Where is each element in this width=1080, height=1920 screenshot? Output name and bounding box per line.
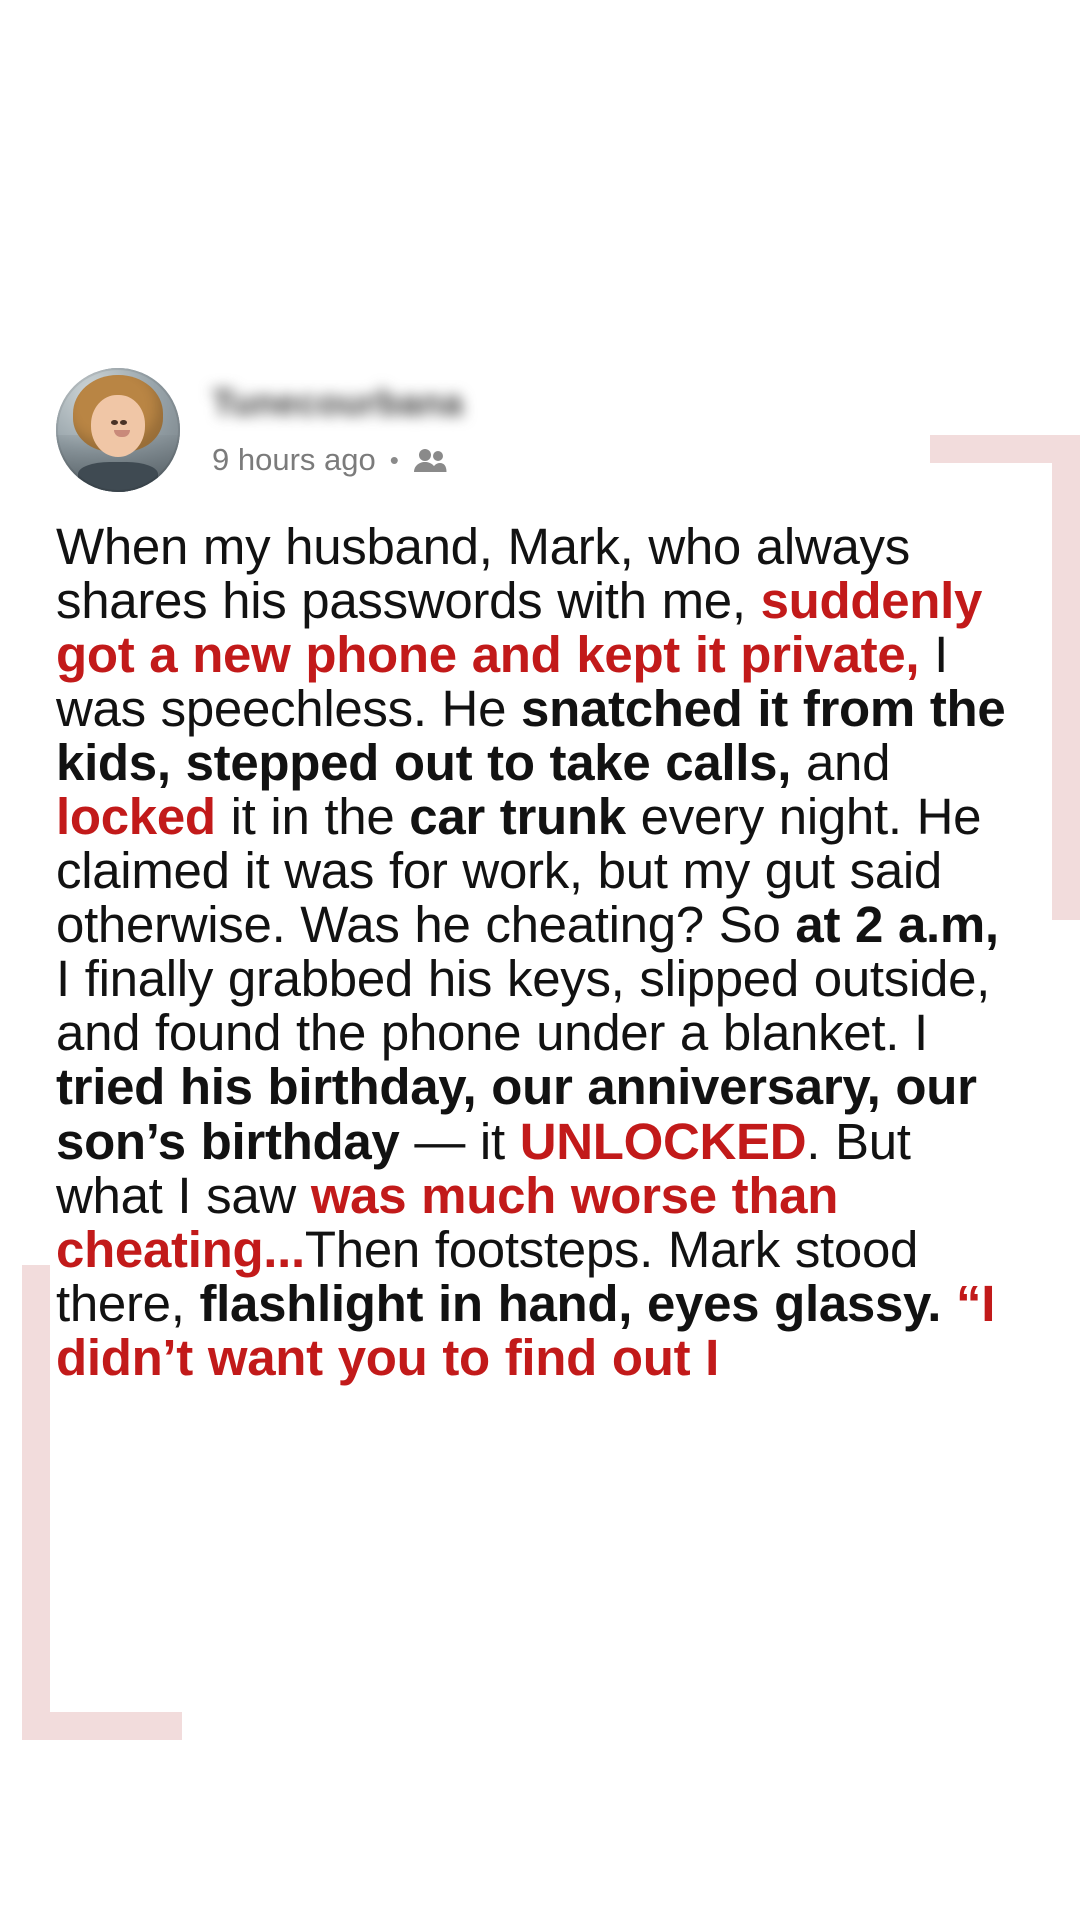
post-body-text — [56, 520, 1016, 1385]
post-text-segment-2: I was speechless. He — [56, 626, 949, 738]
friends-icon[interactable] — [413, 447, 447, 473]
post-author-name[interactable]: Tunecourbana — [212, 382, 464, 423]
post-header — [56, 368, 463, 492]
post-text-segment-13: UNLOCKED — [519, 1112, 807, 1170]
post-text-segment-5: locked — [56, 788, 216, 846]
post-text-segment-11: tried his birthday, our anniversary, our son’s birthday — [56, 1058, 977, 1170]
post-text-segment-6: it in the — [215, 788, 410, 846]
post-text-segment-0: When my husband, Mark, who always shares his passwords with me, — [56, 518, 910, 630]
post-text-segment-7: car trunk — [409, 788, 626, 846]
post-text-segment-4: and — [791, 734, 891, 792]
avatar[interactable] — [56, 368, 180, 492]
post-text-segment-1: suddenly got a new phone and kept it private, — [56, 572, 983, 684]
meta-separator: • — [389, 444, 399, 475]
post-text-segment-14: . But what I saw — [56, 1112, 911, 1224]
post-text-segment-15: was much worse than cheating... — [56, 1166, 839, 1278]
post-text-segment-17: flashlight in hand, eyes glassy. — [199, 1274, 942, 1332]
post-text-segment-18: “I didn’t want you to find out I — [56, 1274, 996, 1386]
post-text-segment-3: snatched it from the kids, stepped out to take calls, — [56, 680, 1006, 792]
post-text-segment-10: I finally grabbed his keys, slipped outside, and found the phone under a blanket. I — [56, 950, 991, 1062]
post-timestamp[interactable]: 9 hours ago — [212, 442, 376, 477]
post-text-segment-12: — it — [399, 1112, 520, 1170]
post-text-segment-8: every night. He claimed it was for work, but my gut said otherwise. Was he cheating? So — [56, 788, 982, 954]
post-text-segment-9: at 2 a.m, — [795, 896, 999, 954]
post-text-segment-16: Then footsteps. Mark stood there, — [56, 1220, 919, 1332]
post-meta — [212, 442, 463, 478]
post-header-text — [212, 368, 463, 478]
avatar-border — [56, 368, 180, 492]
